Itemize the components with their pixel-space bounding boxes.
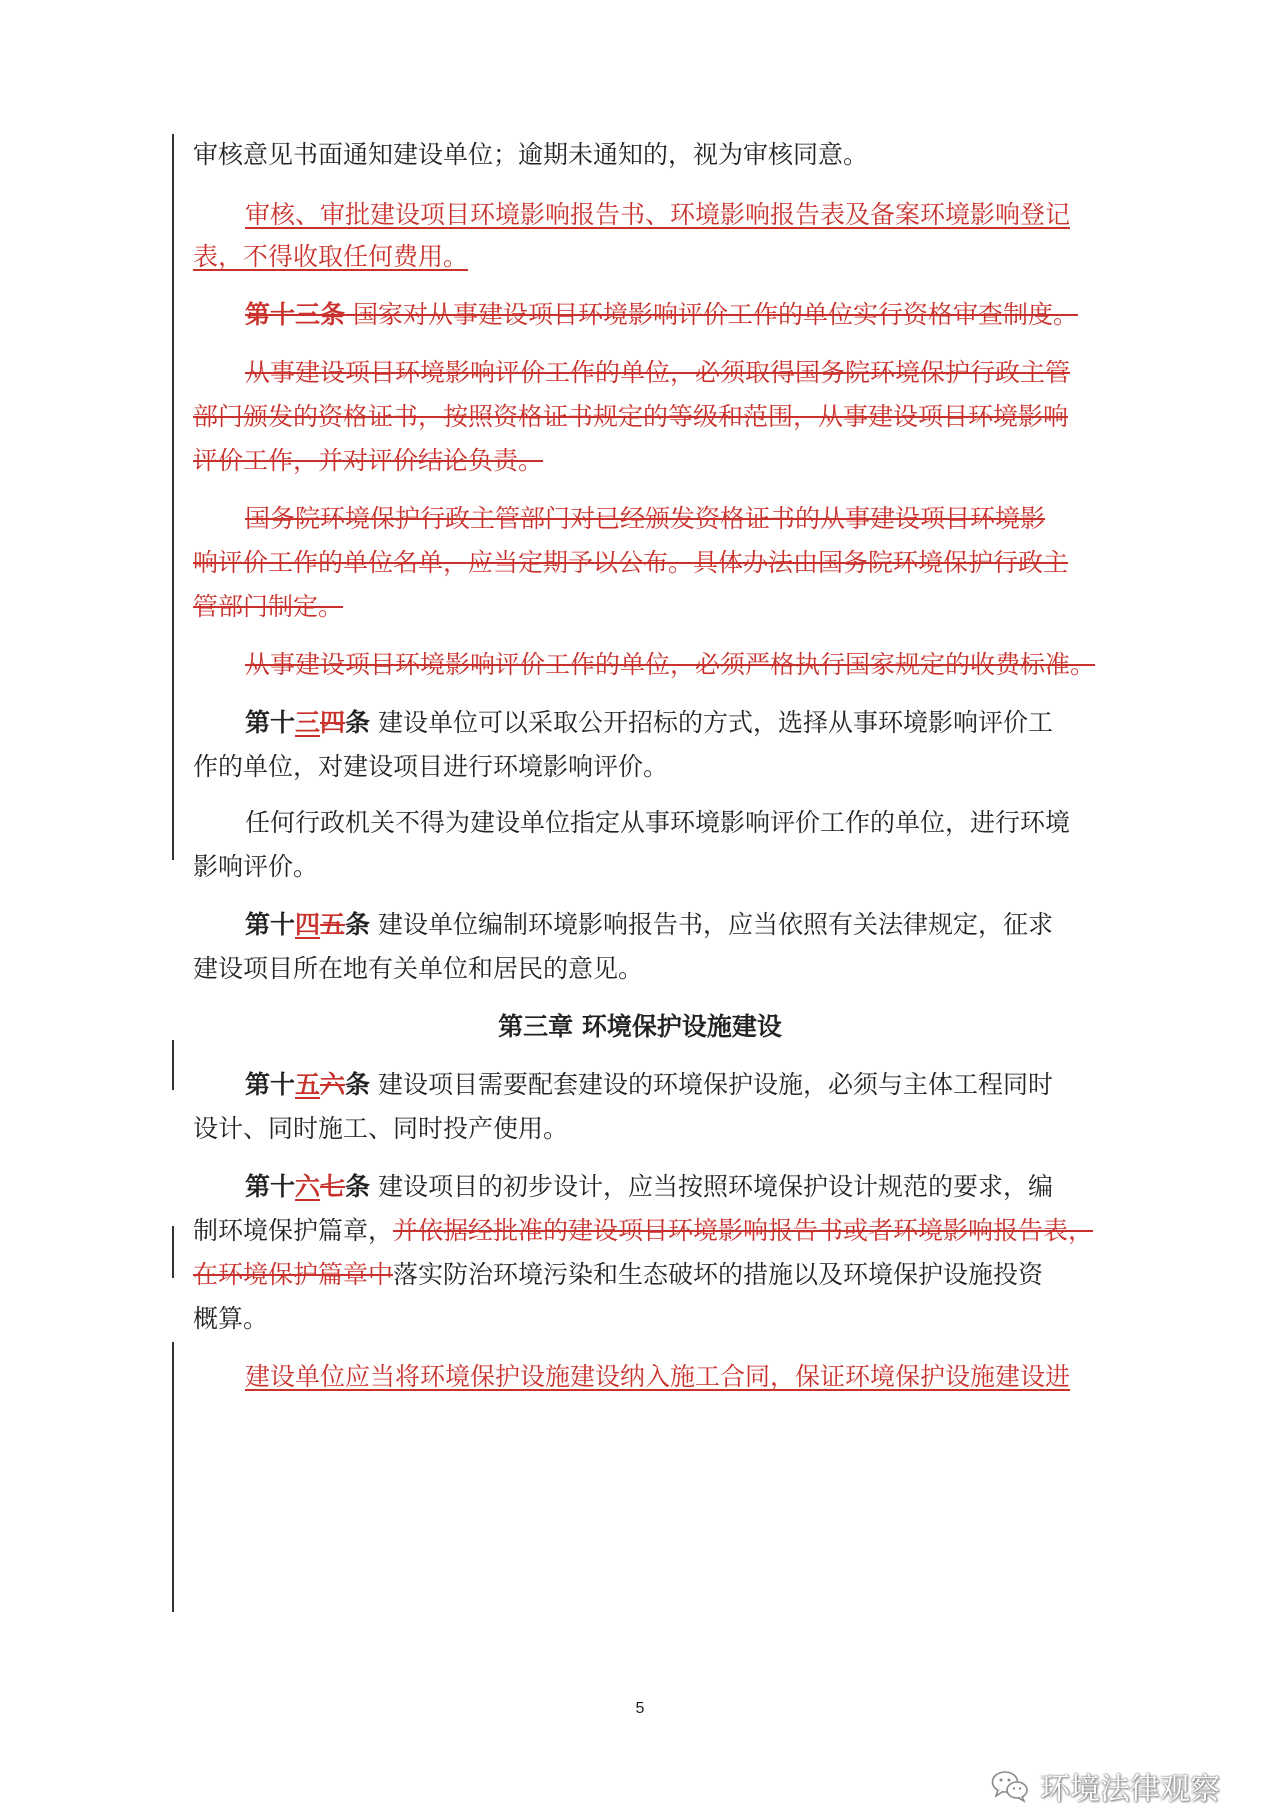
deleted-text: 五 (320, 910, 346, 939)
text-line (0, 240, 1280, 274)
deleted-text: 在环境保护篇章中 (193, 1260, 394, 1289)
text-line (0, 1068, 1280, 1102)
text-line (0, 1360, 1280, 1394)
text-segment: 任何行政机关不得为建设单位指定从事环境影响评价工作的单位，进行环境 (245, 808, 1071, 837)
deleted-text: 从事建设项目环境影响评价工作的单位，必须取得国务院环境保护行政主管 (245, 358, 1071, 387)
text-segment: 建设项目需要配套建设的环境保护设施，必须与主体工程同时 (370, 1070, 1054, 1099)
text-line (0, 648, 1280, 682)
text-segment: 第十 (245, 1172, 296, 1201)
text-segment: 概算。 (193, 1304, 269, 1333)
text-line (0, 590, 1280, 624)
text-segment: 第三章 环境保护设施建设 (498, 1012, 782, 1041)
text-line (0, 1170, 1280, 1204)
text-segment: 作的单位，对建设项目进行环境影响评价。 (193, 752, 669, 781)
text-segment: 制环境保护篇章， (193, 1216, 394, 1245)
text-line (0, 1258, 1280, 1292)
chapter-heading (0, 1010, 1280, 1044)
inserted-text: 三 (295, 708, 321, 737)
page-number: 5 (635, 1700, 645, 1717)
text-segment: 落实防治环境污染和生态破坏的措施以及环境保护设施投资 (393, 1260, 1044, 1289)
inserted-text: 五 (295, 1070, 321, 1099)
text-segment: 第十 (245, 1070, 296, 1099)
text-segment: 影响评价。 (193, 852, 319, 881)
wechat-icon (990, 1768, 1030, 1804)
text-line (0, 908, 1280, 942)
text-segment: 条 (345, 1070, 371, 1099)
inserted-text: 六 (295, 1172, 321, 1201)
watermark (990, 1766, 1220, 1806)
text-segment: 建设单位可以采取公开招标的方式，选择从事环境影响评价工 (370, 708, 1054, 737)
text-line (0, 850, 1280, 884)
text-line (0, 444, 1280, 478)
text-segment: 第十 (245, 910, 296, 939)
deleted-text: 并依据经批准的建设项目环境影响报告书或者环境影响报告表， (393, 1216, 1094, 1245)
text-line (0, 952, 1280, 986)
deleted-text: 第十三条 (245, 300, 346, 329)
deleted-text: 响评价工作的单位名单，应当定期予以公布。具体办法由国务院环境保护行政主 (193, 548, 1069, 577)
text-segment: 条 (345, 708, 371, 737)
text-line (0, 138, 1280, 172)
inserted-text: 表，不得收取任何费用。 (193, 242, 469, 271)
text-segment: 建设项目的初步设计，应当按照环境保护设计规范的要求，编 (370, 1172, 1054, 1201)
text-segment: 条 (345, 910, 371, 939)
deleted-text: 管部门制定。 (193, 592, 344, 621)
text-line (0, 298, 1280, 332)
text-line (0, 356, 1280, 390)
text-line (0, 1214, 1280, 1248)
text-segment: 设计、同时施工、同时投产使用。 (193, 1114, 569, 1143)
deleted-text: 六 (320, 1070, 346, 1099)
deleted-text: 评价工作，并对评价结论负责。 (193, 446, 544, 475)
text-line (0, 750, 1280, 784)
deleted-text: 四 (320, 708, 346, 737)
deleted-text: 国务院环境保护行政主管部门对已经颁发资格证书的从事建设项目环境影 (245, 504, 1046, 533)
text-line (0, 706, 1280, 740)
deleted-text: 国家对从事建设项目环境影响评价工作的单位实行资格审查制度。 (345, 300, 1078, 329)
text-line (0, 546, 1280, 580)
deleted-text: 从事建设项目环境影响评价工作的单位，必须严格执行国家规定的收费标准。 (245, 650, 1096, 679)
text-segment: 建设单位编制环境影响报告书，应当依照有关法律规定，征求 (370, 910, 1054, 939)
deleted-text: 七 (320, 1172, 346, 1201)
text-line (0, 806, 1280, 840)
deleted-text: 部门颁发的资格证书，按照资格证书规定的等级和范围，从事建设项目环境影响 (193, 402, 1069, 431)
text-line (0, 1302, 1280, 1336)
text-line (0, 1112, 1280, 1146)
watermark-text: 环境法律观察 (1040, 1772, 1220, 1807)
text-line (0, 400, 1280, 434)
inserted-text: 建设单位应当将环境保护设施建设纳入施工合同，保证环境保护设施建设进 (245, 1362, 1071, 1391)
inserted-text: 审核、审批建设项目环境影响报告书、环境影响报告表及备案环境影响登记 (245, 200, 1071, 229)
inserted-text: 四 (295, 910, 321, 939)
text-line (0, 502, 1280, 536)
text-line (0, 198, 1280, 232)
text-segment: 审核意见书面通知建设单位；逾期未通知的，视为审核同意。 (193, 140, 869, 169)
text-segment: 建设项目所在地有关单位和居民的意见。 (193, 954, 644, 983)
text-segment: 第十 (245, 708, 296, 737)
text-segment: 条 (345, 1172, 371, 1201)
